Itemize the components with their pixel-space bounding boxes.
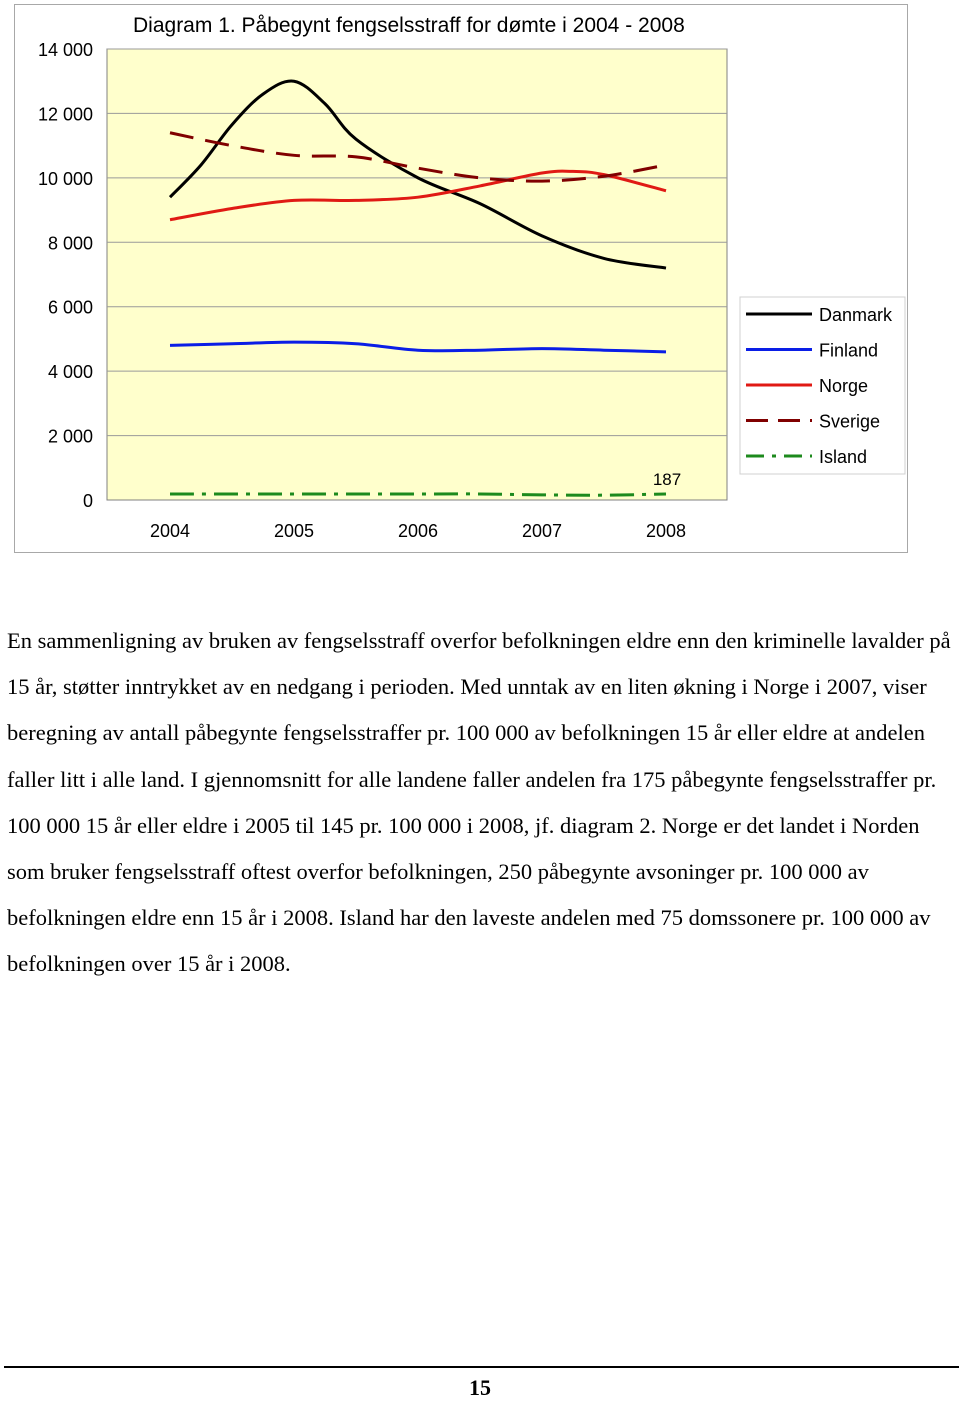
x-tick-label: 2006 — [397, 521, 439, 541]
y-tick-label: 14 000 — [37, 40, 93, 60]
legend-label-finland: Finland — [819, 340, 879, 361]
x-tick-label: 2007 — [521, 521, 563, 541]
legend-label-danmark: Danmark — [819, 305, 893, 325]
y-tick-label: 12 000 — [37, 104, 93, 125]
x-tick-label: 2008 — [645, 521, 687, 541]
legend-label-island: Island — [819, 447, 868, 467]
y-tick-label: 10 000 — [37, 168, 93, 189]
y-tick-label: 2 000 — [47, 426, 93, 447]
chart-title: Diagram 1. Påbegynt fengselsstraff for dømte i 2004 - 2008 — [133, 14, 685, 37]
x-tick-label: 2005 — [273, 521, 315, 541]
legend-label-norge: Norge — [819, 376, 869, 396]
x-tick-label: 2004 — [149, 521, 191, 541]
chart-svg — [15, 5, 907, 552]
plot-area — [107, 49, 727, 500]
chart-frame — [14, 4, 908, 553]
body-paragraph: En sammenligning av bruken av fengselsstraff overfor befolkningen eldre enn den kriminelle lavalder på 15 år, støtter inntrykket av en nedgang i perioden. Med unntak av en liten økning i Norge i 2007, viser beregning av antall påbegynte fengselsstraffer pr. 100 000 av befolkningen 15 år eller eldre at andelen faller litt i alle land. I gjennomsnitt for alle landene faller andelen fra 175 påbegynte fengselsstraffer pr. 100 000 15 år eller eldre i 2005 til 145 pr. 100 000 i 2008, jf. diagram 2. Norge er det landet i Norden som bruker fengselsstraff oftest overfor befolkningen, 250 påbegynte avsoninger pr. 100 000 av befolkningen eldre enn 15 år i 2008. Island har den laveste andelen med 75 domssonere pr. 100 000 av befolkningen over 15 år i 2008. — [7, 628, 951, 977]
page-number: 15 — [469, 1375, 491, 1400]
data-label-island: 187 — [652, 470, 682, 489]
y-tick-label: 0 — [82, 491, 93, 511]
footer-rule — [4, 1366, 959, 1368]
y-tick-label: 4 000 — [47, 362, 93, 383]
y-tick-label: 6 000 — [47, 297, 93, 318]
legend-label-sverige: Sverige — [819, 411, 881, 432]
y-tick-label: 8 000 — [47, 233, 93, 254]
